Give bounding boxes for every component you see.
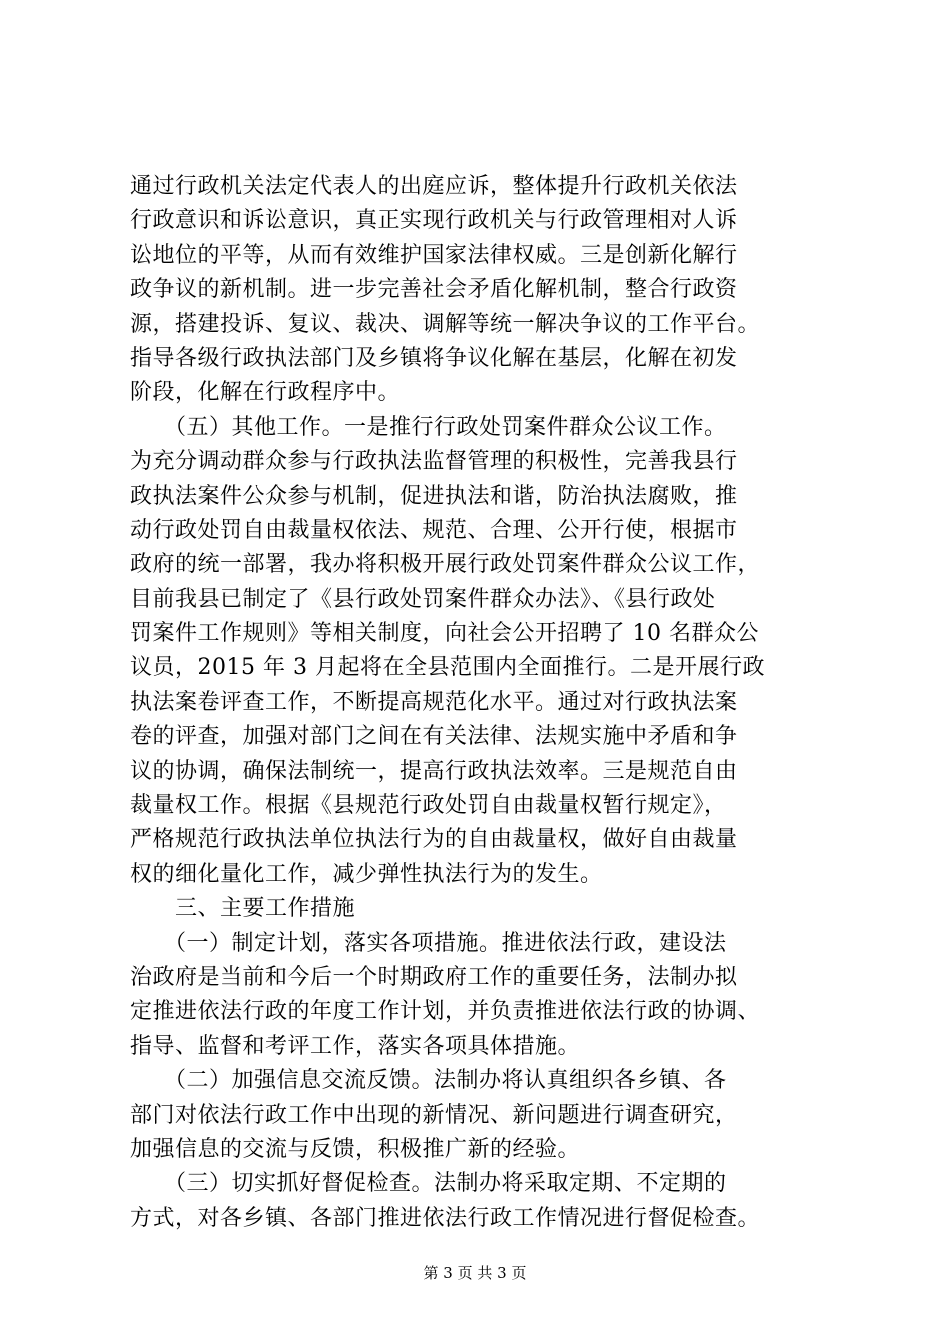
text-line: 执法案卷评查工作，不断提高规范化水平。通过对行政执法案 xyxy=(130,689,738,715)
text-line: 阶段，化解在行政程序中。 xyxy=(130,380,401,406)
text-line: 治政府是当前和今后一个时期政府工作的重要任务，法制办拟 xyxy=(130,964,738,990)
text-line: 卷的评查，加强对部门之间在有关法律、法规实施中矛盾和争 xyxy=(130,724,738,750)
text-line: 裁量权工作。根据《县规范行政处罚自由裁量权暂行规定》， xyxy=(130,793,727,819)
text-line: 议员，2015 年 3 月起将在全县范围内全面推行。二是开展行政 xyxy=(130,655,765,681)
text-line: 源，搭建投诉、复议、裁决、调解等统一解决争议的工作平台。 xyxy=(130,311,761,337)
text-line: （一）制定计划，落实各项措施。推进依法行政，建设法 xyxy=(130,930,727,956)
text-line: 讼地位的平等，从而有效维护国家法律权威。三是创新化解行 xyxy=(130,242,738,268)
text-line: 方式，对各乡镇、各部门推进依法行政工作情况进行督促检查。 xyxy=(130,1205,761,1231)
text-line: 通过行政机关法定代表人的出庭应诉，整体提升行政机关依法 xyxy=(130,174,738,199)
text-line: 为充分调动群众参与行政执法监督管理的积极性，完善我县行 xyxy=(130,449,738,475)
text-line: 政府的统一部署，我办将积极开展行政处罚案件群众公议工作， xyxy=(130,552,761,578)
text-line: 目前我县已制定了《县行政处罚案件群众办法》、《县行政处 xyxy=(130,586,716,612)
text-line: 加强信息的交流与反馈，积极推广新的经验。 xyxy=(130,1136,581,1162)
text-line: （三）切实抓好督促检查。法制办将采取定期、不定期的 xyxy=(130,1171,727,1197)
text-line: 议的协调，确保法制统一，提高行政执法效率。三是规范自由 xyxy=(130,758,738,784)
text-line: 定推进依法行政的年度工作计划，并负责推进依法行政的协调、 xyxy=(130,999,761,1025)
text-line: （二）加强信息交流反馈。法制办将认真组织各乡镇、各 xyxy=(130,1068,727,1094)
section-heading: 三、主要工作措施 xyxy=(130,896,356,922)
text-line: 动行政处罚自由裁量权依法、规范、合理、公开行使，根据市 xyxy=(130,517,738,543)
text-line: （五）其他工作。一是推行行政处罚案件群众公议工作。 xyxy=(130,414,727,440)
text-line: 权的细化量化工作，减少弹性执法行为的发生。 xyxy=(130,861,603,887)
page-number-footer: 第 3 页 共 3 页 xyxy=(423,1264,527,1282)
text-line: 罚案件工作规则》等相关制度，向社会公开招聘了 10 名群众公 xyxy=(130,621,759,647)
text-line: 严格规范行政执法单位执法行为的自由裁量权，做好自由裁量 xyxy=(130,827,738,853)
document-body xyxy=(130,170,850,1236)
text-line: 指导各级行政执法部门及乡镇将争议化解在基层，化解在初发 xyxy=(130,345,738,371)
text-line: 政争议的新机制。进一步完善社会矛盾化解机制，整合行政资 xyxy=(130,277,738,303)
text-line: 指导、监督和考评工作，落实各项具体措施。 xyxy=(130,1033,581,1059)
text-line: 部门对依法行政工作中出现的新情况、新问题进行调查研究， xyxy=(130,1102,738,1128)
text-line: 政执法案件公众参与机制，促进执法和谐，防治执法腐败，推 xyxy=(130,483,738,509)
text-line: 行政意识和诉讼意识，真正实现行政机关与行政管理相对人诉 xyxy=(130,208,738,234)
